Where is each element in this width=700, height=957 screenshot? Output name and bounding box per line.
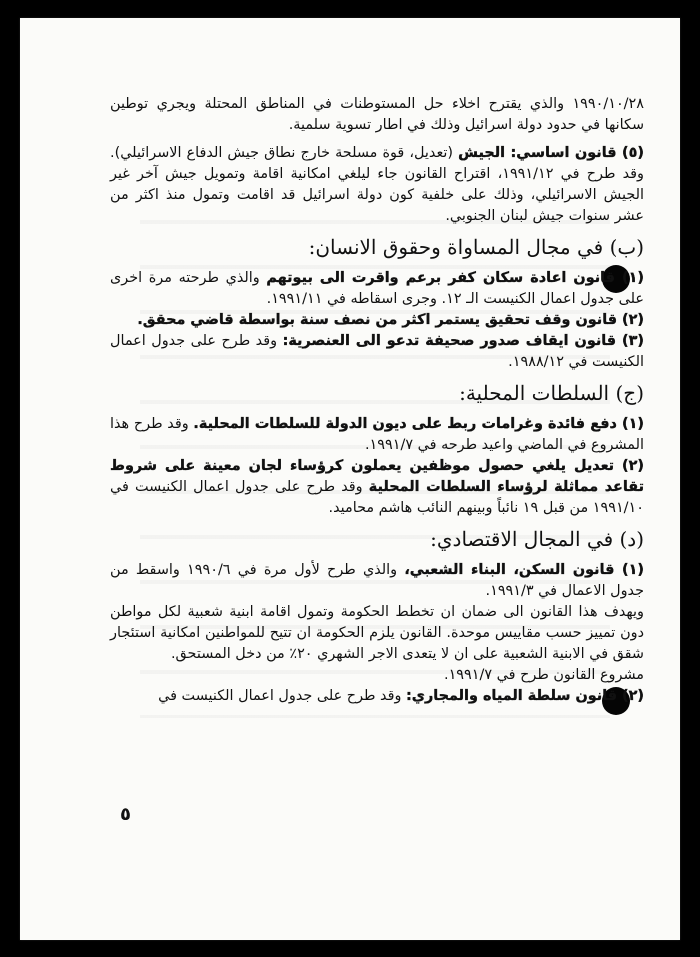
item-basic-law-army-text: (تعديل، قوة مسلحة خارج نطاق جيش الدفاع الاسرائيلي). وقد طرح في ١٩٩١/١٢، اقتراح القانون جاء ليلغي امكانية اقامة وتمويل جيش آخر غير الجيش الاسرائيلي، وذلك على خلفية كون دولة اسرائيل قد اقامت وتمول منذ اكثر من عشر سنوات جيش لبنان الجنوبي.: [110, 145, 644, 224]
document-page: [20, 18, 680, 940]
item-basic-law-army-title: (٥) قانون اساسي: الجيش: [458, 145, 644, 161]
section-b-item-3-title: (٣) قانون ايقاف صدور صحيفة تدعو الى العنصرية:: [282, 333, 644, 349]
section-d-paragraph-purpose: ويهدف هذا القانون الى ضمان ان تخطط الحكومة وتمول اقامة ابنية شعبية لكل مواطن دون تمييز حسب مقاييس موحدة. القانون يلزم الحكومة ان تتيح للمواطنين امكانية استئجار شقق في الابنية الشعبية على ان لا يتعدى الاجر الشهري ٢٠٪ من دخل المستحق.: [110, 604, 644, 662]
page-content: [110, 94, 644, 707]
intro-paragraph: ١٩٩٠/١٠/٢٨ والذي يقترح اخلاء حل المستوطنات في المناطق المحتلة ويجري توطين سكانها في حدود دولة اسرائيل وذلك في اطار تسوية سلمية.: [110, 96, 644, 133]
section-b-heading: (ب) في مجال المساواة وحقوق الانسان:: [308, 235, 644, 259]
section-b-item-2-title: (٢) قانون وقف تحقيق يستمر اكثر من نصف سنة بواسطة قاضي محقق.: [137, 312, 644, 328]
section-c-item-1-text: وقد طرح هذا المشروع في الماضي واعيد طرحه في ١٩٩١/٧.: [110, 416, 644, 453]
page-number: ٥: [120, 804, 131, 825]
section-b-item-1: [110, 268, 644, 310]
section-d-item-1: [110, 560, 644, 602]
section-b-item-1-title: (١) قانون اعادة سكان كفر برعم واقرت الى بيوتهم: [266, 270, 644, 286]
section-d-item-1-title: (١) قانون السكن، البناء الشعبي،: [404, 562, 644, 578]
section-c-item-2: [110, 456, 644, 519]
section-c-heading: (ج) السلطات المحلية:: [459, 381, 644, 405]
section-d-paragraph-date: مشروع القانون طرح في ١٩٩١/٧.: [443, 667, 644, 683]
section-d-item-2-text: وقد طرح على جدول اعمال الكنيست في: [158, 688, 406, 704]
section-b-item-3: [110, 331, 644, 373]
section-d-item-2: [110, 686, 644, 707]
item-basic-law-army: [110, 143, 644, 227]
section-b-item-1-text: والذي طرحته مرة اخرى على جدول اعمال الكنيست الـ ١٢. وجرى اسقاطه في ١٩٩١/١١.: [110, 270, 644, 307]
section-c-item-2-title: (٢) تعديل يلغي حصول موظفين يعملون كرؤساء لجان معينة على شروط تقاعد مماثلة لرؤساء السلطات المحلية: [110, 458, 644, 495]
section-d-heading: (د) في المجال الاقتصادي:: [430, 527, 644, 551]
section-c-item-2-text: وقد طرح على جدول اعمال الكنيست في ١٩٩١/١٠ من قبل ١٩ نائباً وبينهم النائب هاشم محاميد.: [110, 479, 644, 516]
section-c-item-1: [110, 414, 644, 456]
section-b-item-3-text: وقد طرح على جدول اعمال الكنيست في ١٩٨٨/١٢.: [110, 333, 644, 370]
section-d-item-1-text: والذي طرح لأول مرة في ١٩٩٠/٦ واسقط من جدول الاعمال في ١٩٩١/٣.: [110, 562, 644, 599]
section-d-item-2-title: (٢) قانون سلطة المياه والمجاري:: [406, 688, 644, 704]
section-c-item-1-title: (١) دفع فائدة وغرامات ربط على ديون الدولة للسلطات المحلية.: [193, 416, 644, 432]
section-b-item-2: [110, 310, 644, 331]
